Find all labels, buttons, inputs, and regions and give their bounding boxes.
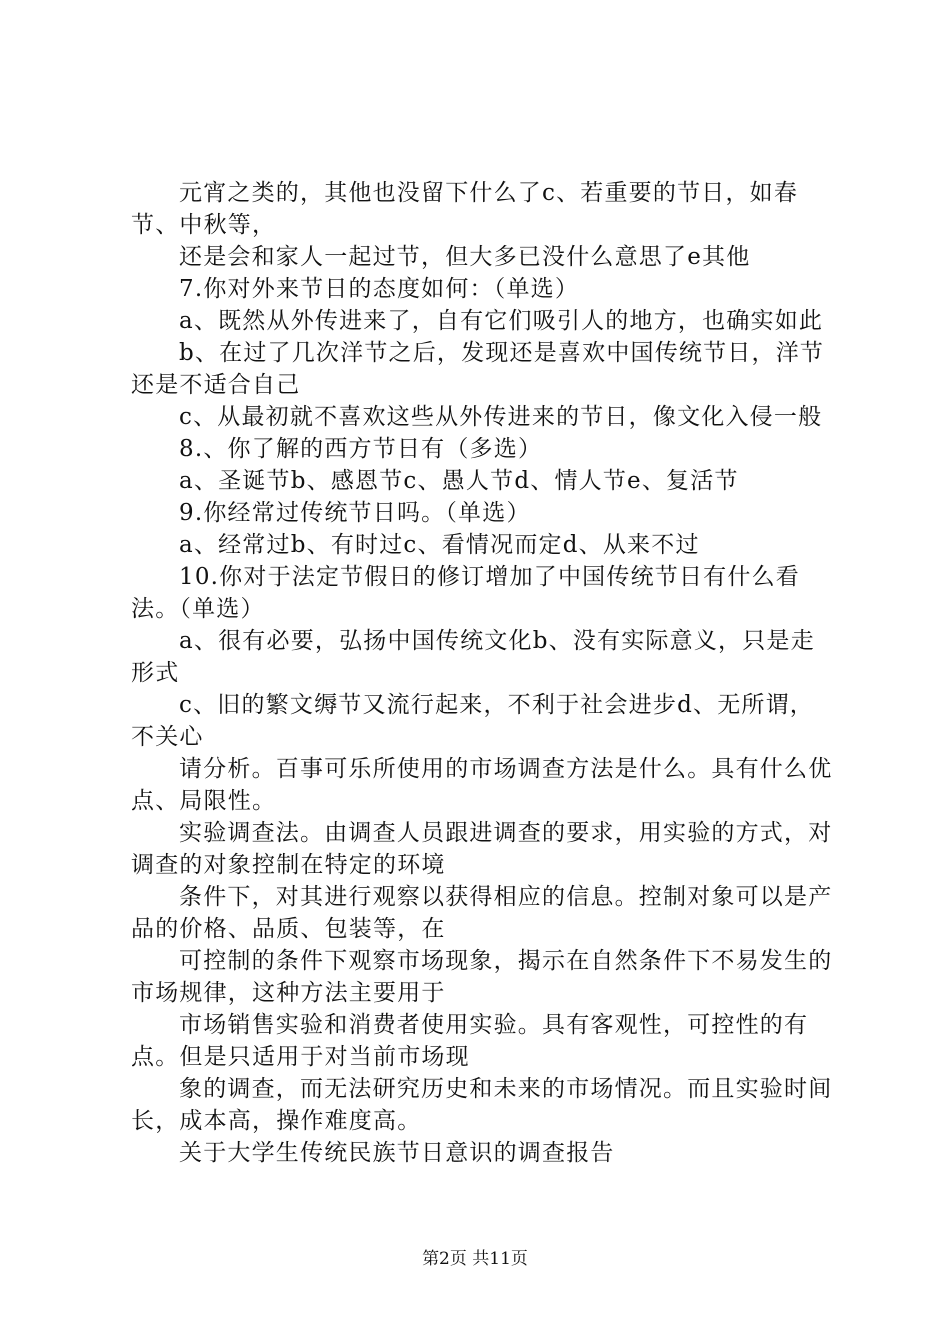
paragraph: 可控制的条件下观察市场现象，揭示在自然条件下不易发生的市场规律，这种方法主要用于	[131, 948, 833, 1006]
paragraph: 实验调查法。由调查人员跟进调查的要求，用实验的方式，对调查的对象控制在特定的环境	[131, 820, 833, 878]
paragraph: b、在过了几次洋节之后，发现还是喜欢中国传统节日，洋节还是不适合自己	[131, 340, 825, 398]
paragraph: 8.、你了解的西方节日有（多选）	[179, 436, 543, 462]
paragraph: a、既然从外传进来了，自有它们吸引人的地方，也确实如此	[179, 308, 824, 334]
paragraph: 关于大学生传统民族节日意识的调查报告	[179, 1140, 615, 1166]
page-number-footer: 第2页 共11页	[422, 1249, 528, 1269]
paragraph: a、很有必要，弘扬中国传统文化b、没有实际意义，只是走形式	[131, 628, 815, 686]
paragraph: a、圣诞节b、感恩节c、愚人节d、情人节e、复活节	[179, 468, 739, 494]
paragraph: 元宵之类的，其他也没留下什么了c、若重要的节日，如春节、中秋等，	[131, 180, 799, 238]
paragraph: c、旧的繁文缛节又流行起来，不利于社会进步d、无所谓，不关心	[131, 692, 815, 750]
paragraph: 9.你经常过传统节日吗。（单选）	[179, 500, 531, 526]
paragraph: 10.你对于法定节假日的修订增加了中国传统节日有什么看法。（单选）	[131, 564, 800, 622]
paragraph: 市场销售实验和消费者使用实验。具有客观性，可控性的有点。但是只适用于对当前市场现	[131, 1012, 809, 1070]
paragraph: 请分析。百事可乐所使用的市场调查方法是什么。具有什么优点、局限性。	[131, 756, 833, 814]
paragraph: 7.你对外来节日的态度如何：（单选）	[179, 276, 580, 302]
paragraph: a、经常过b、有时过c、看情况而定d、从来不过	[179, 532, 700, 558]
paragraph: 象的调查，而无法研究历史和未来的市场情况。而且实验时间长，成本高，操作难度高。	[131, 1076, 833, 1134]
paragraph: c、从最初就不喜欢这些从外传进来的节日，像文化入侵一般	[179, 404, 823, 430]
paragraph: 条件下，对其进行观察以获得相应的信息。控制对象可以是产品的价格、品质、包装等，在	[131, 884, 833, 942]
paragraph: 还是会和家人一起过节，但大多已没什么意思了e其他	[179, 244, 751, 270]
document-body	[131, 177, 836, 1169]
